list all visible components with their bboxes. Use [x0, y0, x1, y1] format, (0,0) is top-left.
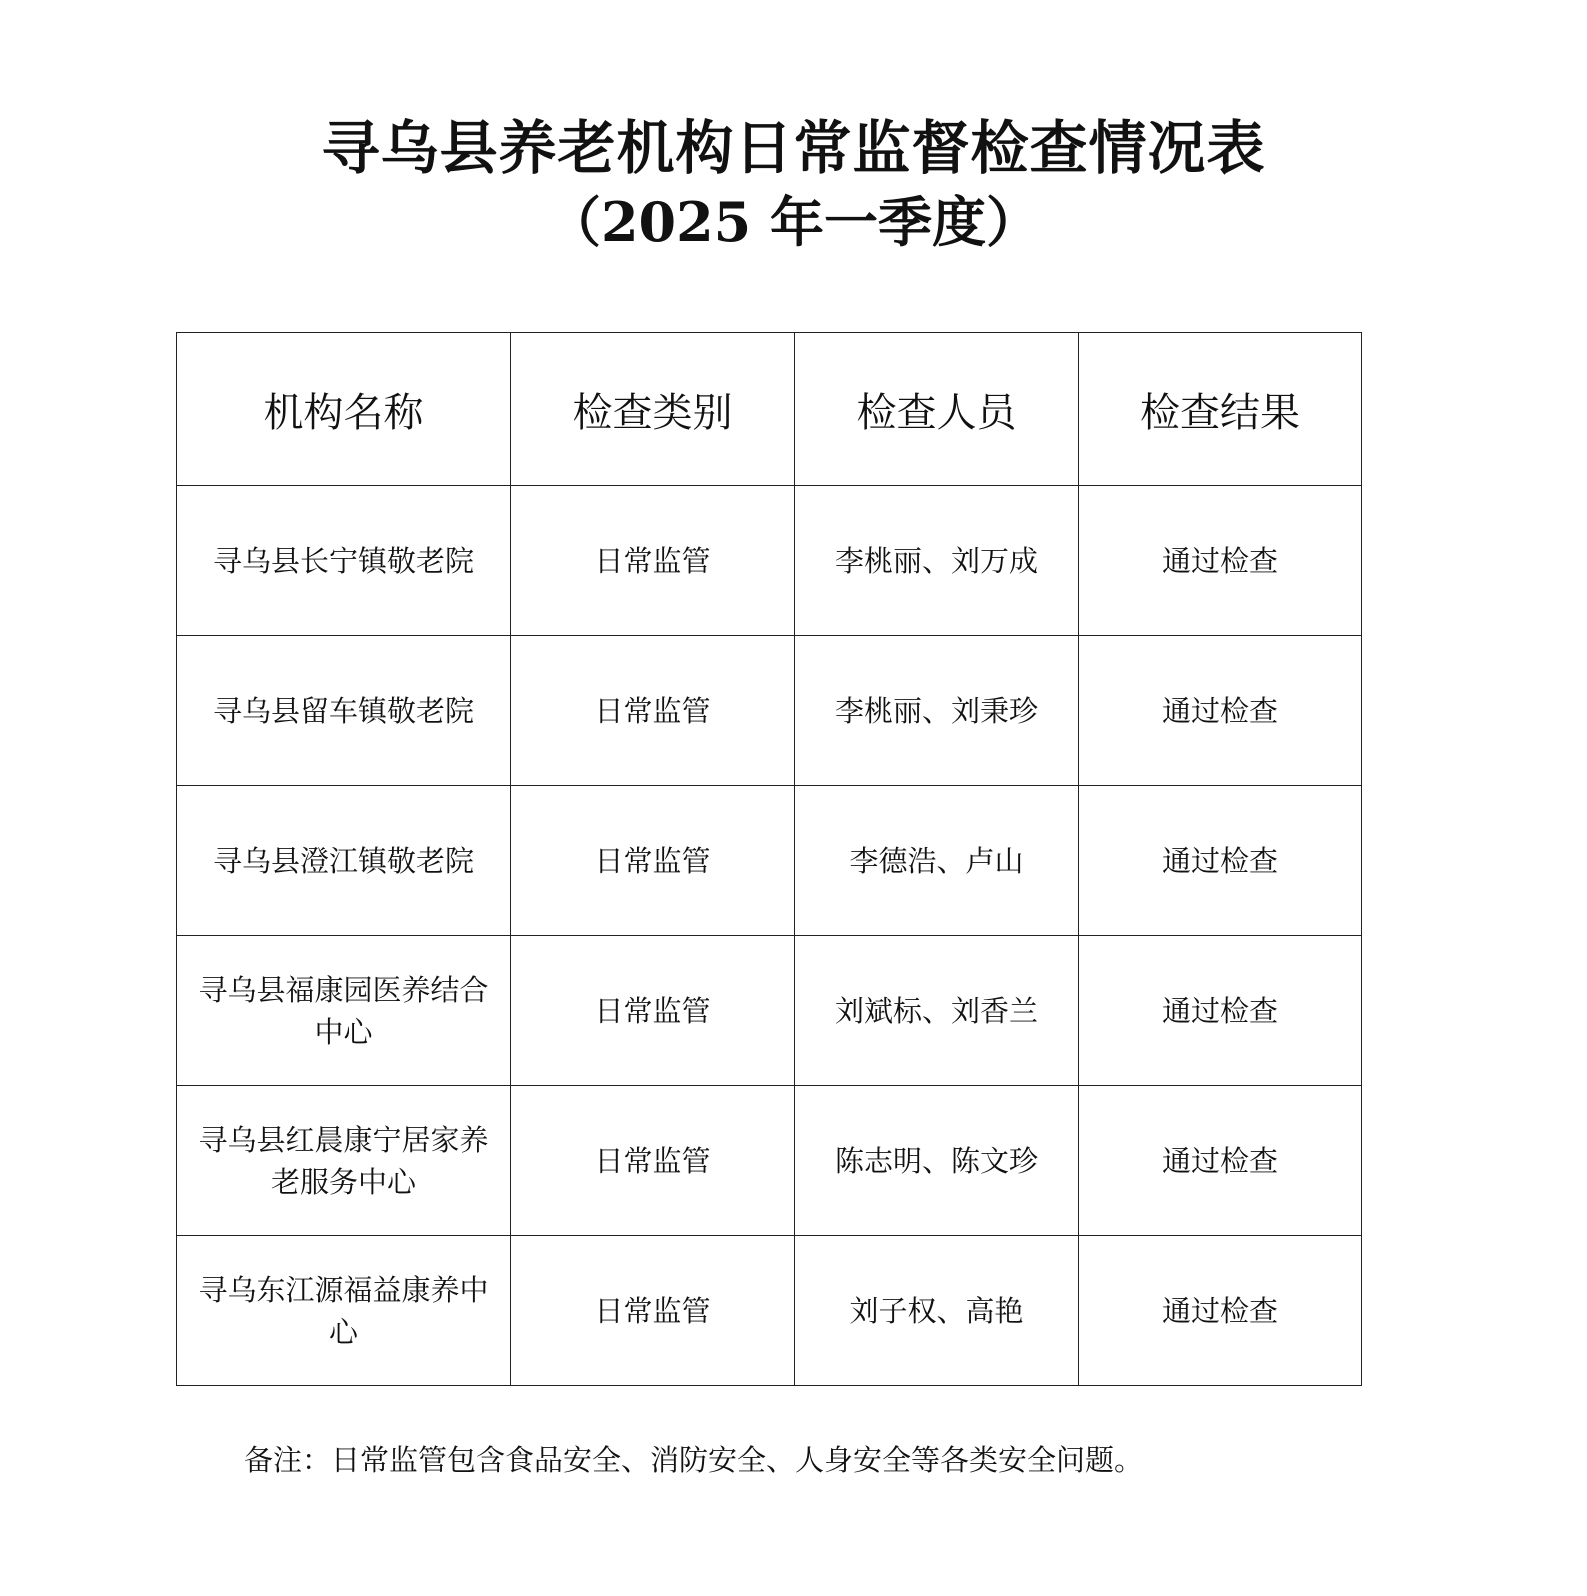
cell-institution-name: 寻乌县留车镇敬老院	[177, 636, 511, 786]
table-row	[177, 1236, 1362, 1386]
cell-inspection-type: 日常监管	[511, 786, 795, 936]
cell-inspection-type: 日常监管	[511, 1086, 795, 1236]
footnote-remark: 备注：日常监管包含食品安全、消防安全、人身安全等各类安全问题。	[244, 1443, 1144, 1477]
document-subtitle: （2025 年一季度）	[546, 190, 1041, 254]
header-inspection-type: 检查类别	[511, 333, 795, 486]
cell-institution-name: 寻乌县长宁镇敬老院	[177, 486, 511, 636]
cell-inspectors: 陈志明、陈文珍	[795, 1086, 1079, 1236]
cell-inspection-result: 通过检查	[1079, 486, 1362, 636]
table-row	[177, 786, 1362, 936]
cell-inspection-result: 通过检查	[1079, 636, 1362, 786]
document-title: 寻乌县养老机构日常监督检查情况表	[321, 114, 1266, 182]
table-row	[177, 486, 1362, 636]
inspection-table	[176, 332, 1362, 1386]
cell-inspection-result: 通过检查	[1079, 1236, 1362, 1386]
cell-inspectors: 刘斌标、刘香兰	[795, 936, 1079, 1086]
cell-inspectors: 刘子权、高艳	[795, 1236, 1079, 1386]
cell-inspection-type: 日常监管	[511, 636, 795, 786]
cell-institution-name: 寻乌县澄江镇敬老院	[177, 786, 511, 936]
table-row	[177, 636, 1362, 786]
table-row	[177, 936, 1362, 1086]
header-inspectors: 检查人员	[795, 333, 1079, 486]
cell-inspection-type: 日常监管	[511, 1236, 795, 1386]
cell-institution-name: 寻乌县福康园医养结合中心	[177, 936, 511, 1086]
cell-inspection-type: 日常监管	[511, 936, 795, 1086]
header-inspection-result: 检查结果	[1079, 333, 1362, 486]
header-institution-name: 机构名称	[177, 333, 511, 486]
cell-inspectors: 李桃丽、刘秉珍	[795, 636, 1079, 786]
cell-inspection-type: 日常监管	[511, 486, 795, 636]
cell-inspection-result: 通过检查	[1079, 936, 1362, 1086]
cell-inspection-result: 通过检查	[1079, 1086, 1362, 1236]
table-header-row	[177, 333, 1362, 486]
table-row	[177, 1086, 1362, 1236]
cell-inspectors: 李德浩、卢山	[795, 786, 1079, 936]
cell-institution-name: 寻乌东江源福益康养中心	[177, 1236, 511, 1386]
cell-institution-name: 寻乌县红晨康宁居家养老服务中心	[177, 1086, 511, 1236]
cell-inspectors: 李桃丽、刘万成	[795, 486, 1079, 636]
cell-inspection-result: 通过检查	[1079, 786, 1362, 936]
